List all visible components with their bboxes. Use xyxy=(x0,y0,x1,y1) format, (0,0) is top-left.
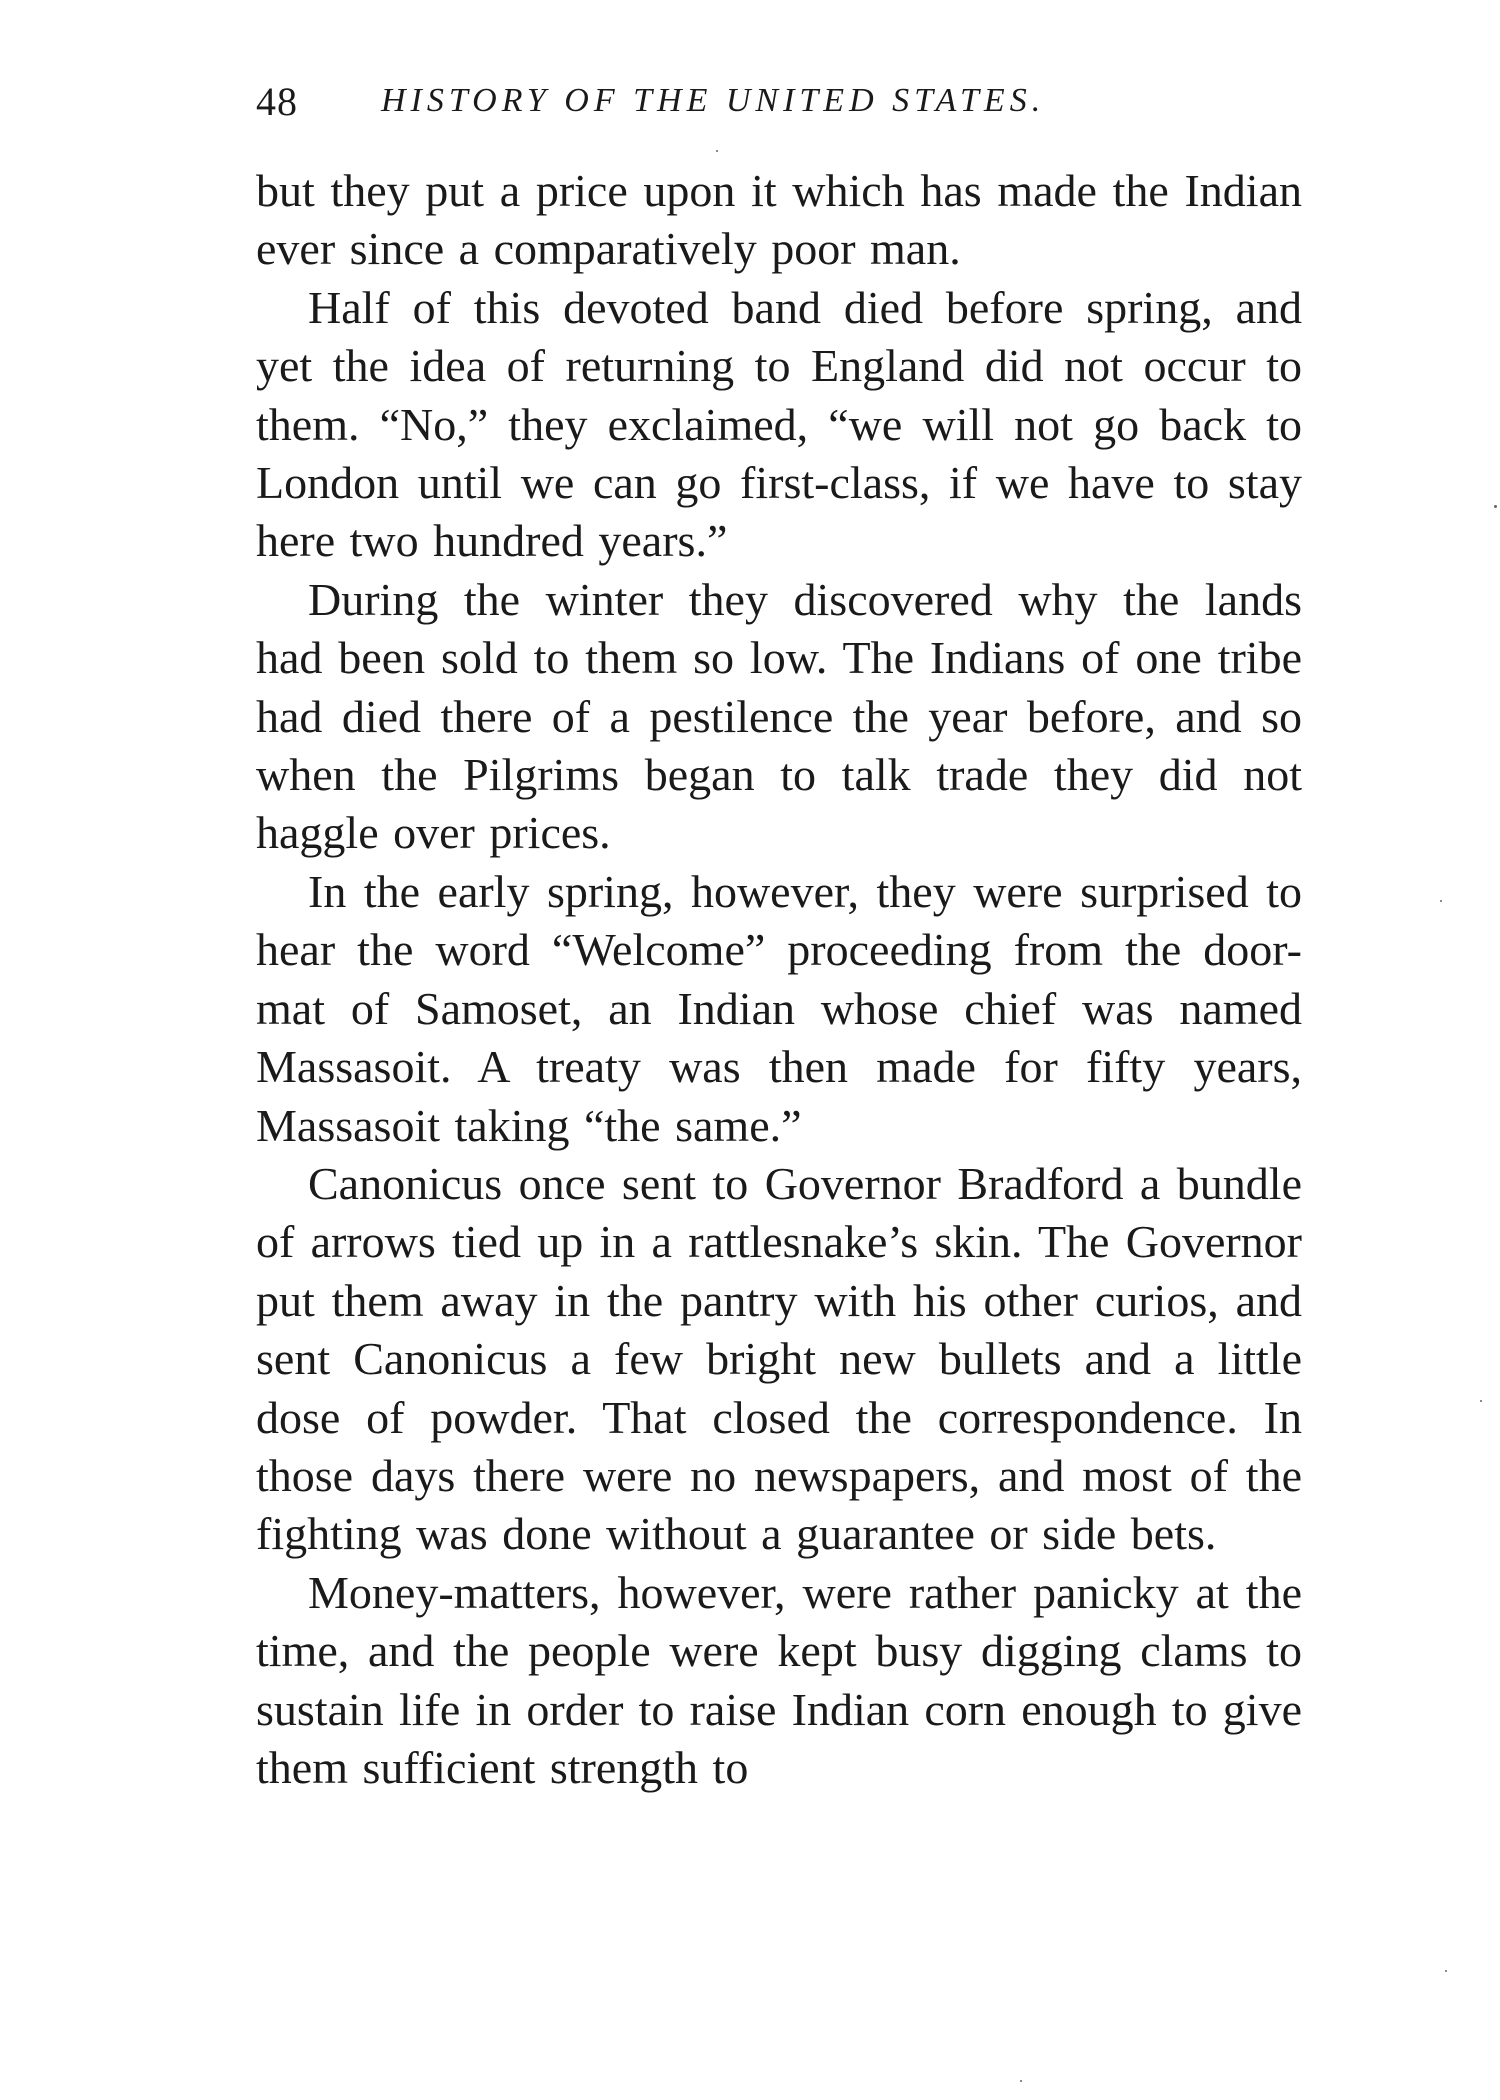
paragraph: Money-matters, however, were rather panicky at the time, and the people were kept busy digging clams to sustain life in order to raise Indian corn enough to give them sufficient strength to xyxy=(256,1566,1302,1793)
paragraph: Canonicus once sent to Governor Bradford a bundle of arrows tied up in a rattlesnake’s skin. The Governor put them away in the pantry with his other curios, and sent Canonicus a few bright new bullets and a little dose of powder. That closed the correspondence. In those days there were no newspapers, and most of the fighting was done without a guarantee or side bets. xyxy=(256,1157,1302,1560)
scan-speck xyxy=(1440,900,1442,902)
paragraph-continued: but they put a price upon it which has made the Indian ever since a comparatively poor man. xyxy=(256,165,1302,275)
paragraph: During the winter they discovered why the lands had been sold to them so low. The Indians of one tribe had died there of a pestilence the year before, and so when the Pilgrims began to talk trade they did not haggle over prices. xyxy=(256,573,1302,859)
scan-speck xyxy=(1445,1970,1447,1972)
page-header xyxy=(256,78,1306,138)
scan-speck xyxy=(1020,2080,1022,2082)
paragraph: In the early spring, however, they were surprised to hear the word “Welcome” proceeding from the door-mat of Samoset, an Indian whose chief was named Massasoit. A treaty was then made for fifty years, Massasoit taking “the same.” xyxy=(256,865,1302,1151)
scan-speck xyxy=(1480,1400,1482,1402)
running-head: HISTORY OF THE UNITED STATES. xyxy=(381,82,1046,119)
page-number: 48 xyxy=(256,79,298,124)
body-text xyxy=(256,162,1302,1797)
paragraph: Half of this devoted band died before spring, and yet the idea of returning to England did not occur to them. “No,” they exclaimed, “we will not go back to London until we can go first-class, if we have to stay here two hundred years.” xyxy=(256,281,1302,567)
scan-speck xyxy=(1494,505,1497,508)
scan-speck xyxy=(716,150,718,152)
